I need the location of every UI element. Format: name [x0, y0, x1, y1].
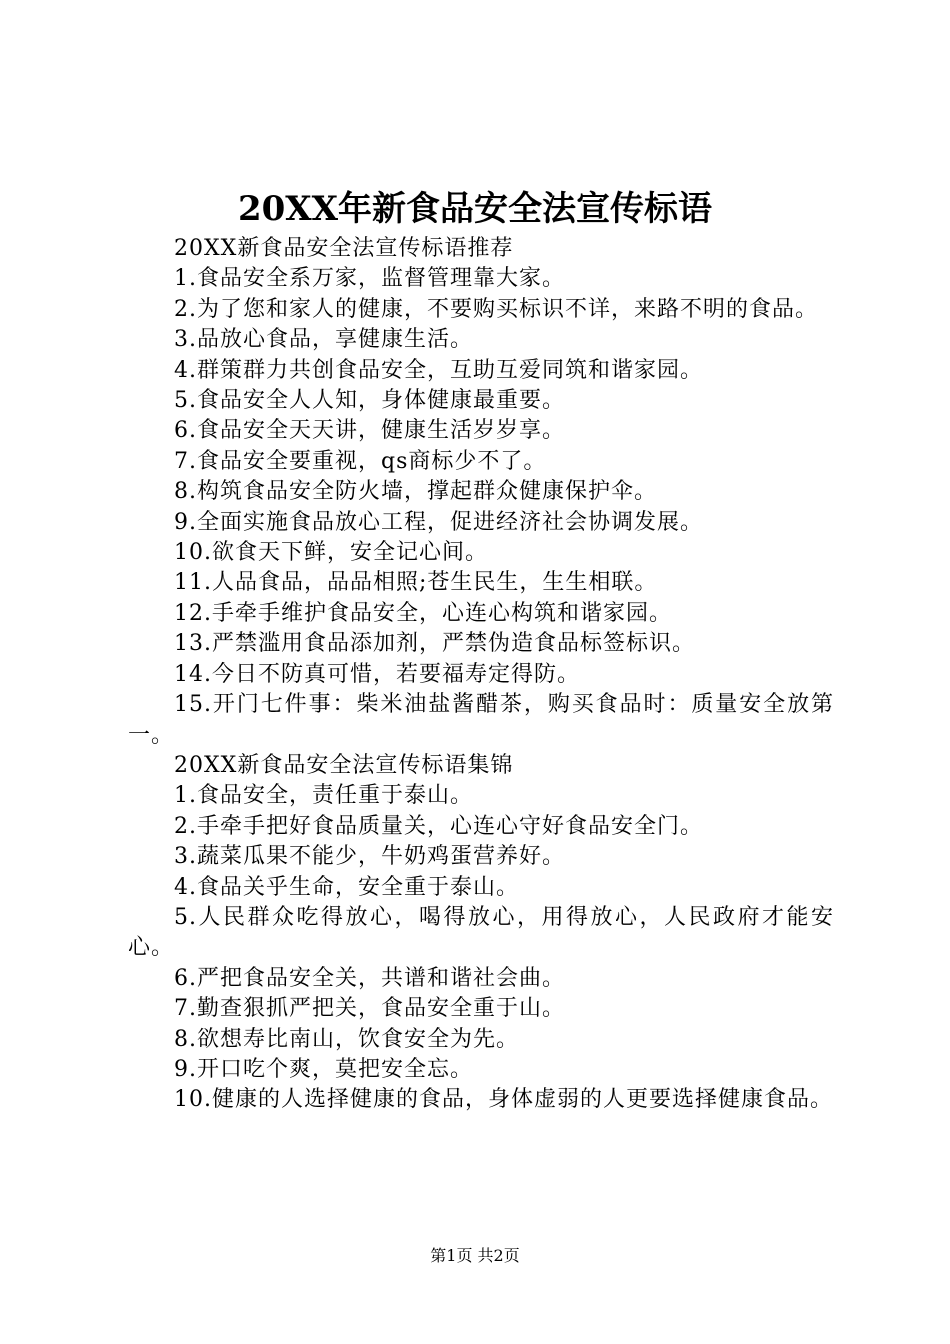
paragraph: 4.食品关乎生命，安全重于泰山。 [174, 874, 519, 900]
paragraph: 11.人品食品，品品相照;苍生民生，生生相联。 [174, 570, 658, 596]
paragraph: 3.蔬菜瓜果不能少，牛奶鸡蛋营养好。 [174, 844, 565, 870]
paragraph: 2.手牵手把好食品质量关，心连心守好食品安全门。 [174, 813, 703, 839]
paragraph: 8.欲想寿比南山，饮食安全为先。 [174, 1026, 519, 1052]
paragraph: 5.食品安全人人知，身体健康最重要。 [174, 388, 565, 414]
paragraph: 9.全面实施食品放心工程，促进经济社会协调发展。 [174, 509, 703, 535]
paragraph: 15.开门七件事：柴米油盐酱醋茶，购买食品时：质量安全放第一。 [128, 692, 834, 748]
paragraph: 8.构筑食品安全防火墙，撑起群众健康保护伞。 [174, 479, 657, 505]
paragraph: 2.为了您和家人的健康，不要购买标识不详，来路不明的食品。 [174, 296, 818, 322]
paragraph: 13.严禁滥用食品添加剂，严禁伪造食品标签标识。 [174, 631, 695, 657]
paragraph: 1.食品安全系万家，监督管理靠大家。 [174, 266, 565, 292]
paragraph: 12.手牵手维护食品安全，心连心构筑和谐家园。 [174, 600, 672, 626]
document-title: 20XX年新食品安全法宣传标语 [237, 189, 713, 229]
paragraph: 10.欲食天下鲜，安全记心间。 [174, 540, 488, 566]
paragraph: 4.群策群力共创食品安全，互助互爱同筑和谐家园。 [174, 357, 703, 383]
paragraph: 7.食品安全要重视，qs商标少不了。 [174, 448, 547, 474]
document-body [128, 234, 834, 1116]
paragraph: 6.严把食品安全关，共谱和谐社会曲。 [174, 965, 565, 991]
paragraph: 5.人民群众吃得放心，喝得放心，用得放心，人民政府才能安心。 [128, 904, 834, 961]
paragraph: 20XX新食品安全法宣传标语集锦 [174, 752, 514, 778]
paragraph: 6.食品安全天天讲，健康生活岁岁享。 [174, 418, 565, 444]
page-footer: 第1页 共2页 [430, 1246, 520, 1265]
paragraph: 10.健康的人选择健康的食品，身体虚弱的人更要选择健康食品。 [174, 1087, 833, 1113]
paragraph: 20XX新食品安全法宣传标语推荐 [174, 236, 514, 261]
paragraph: 3.品放心食品，享健康生活。 [174, 327, 473, 353]
paragraph: 14.今日不防真可惜，若要福寿定得防。 [174, 661, 580, 687]
paragraph: 7.勤查狠抓严把关，食品安全重于山。 [174, 996, 565, 1022]
paragraph: 9.开口吃个爽，莫把安全忘。 [174, 1056, 473, 1082]
paragraph: 1.食品安全，责任重于泰山。 [174, 783, 473, 809]
